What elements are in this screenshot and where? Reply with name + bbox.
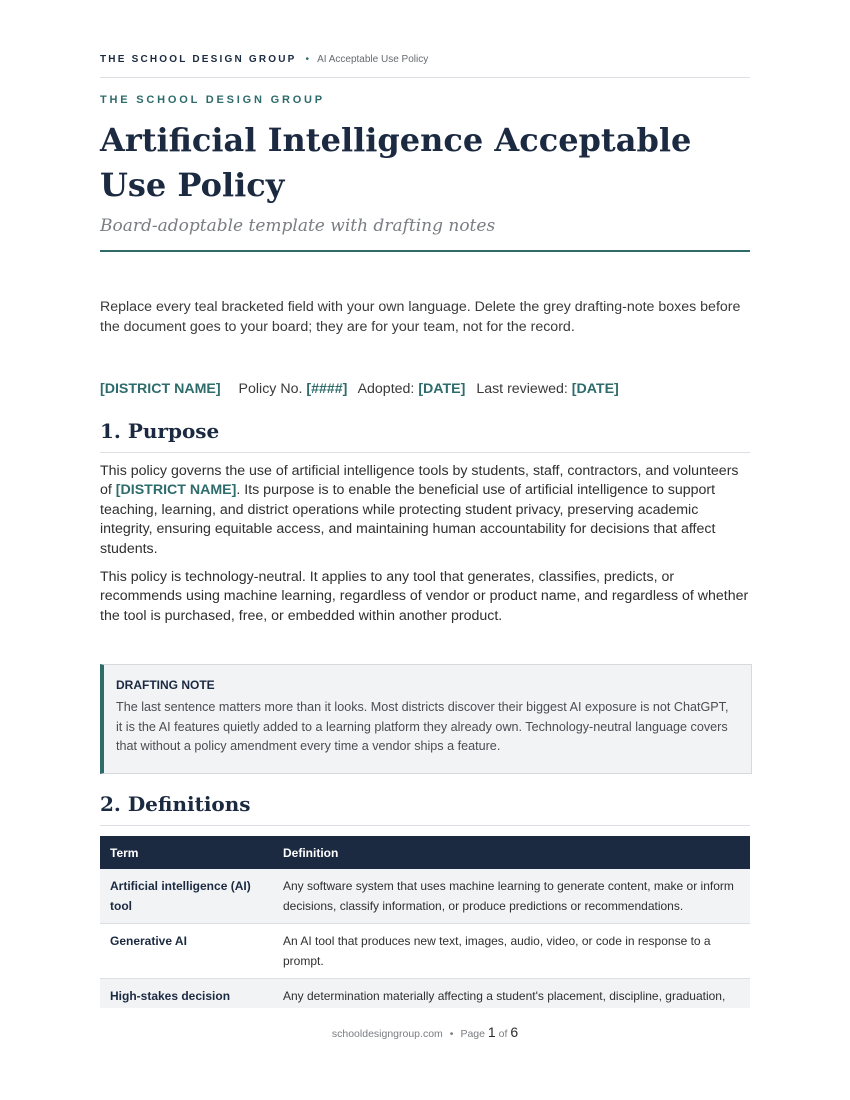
footer-site: schooldesigngroup.com	[331, 1028, 443, 1040]
intro-instructions: Replace every teal bracketed field with your own language. Delete the grey drafting-note boxes before the document goes to your board; they are for your team, not for the record.	[100, 299, 741, 335]
table-row	[100, 924, 750, 979]
purpose-paragraph-2: This policy is technology-neutral. It applies to any tool that generates, classifies, predicts, or recommends using machine learning, regardless of vendor or product name, and regardless of whether the tool is purchased, free, or embedded within another product.	[100, 569, 749, 624]
footer-total-pages: 6	[510, 1024, 519, 1040]
footer-of-label: of	[498, 1028, 508, 1040]
purpose-heading: 1. Purpose	[100, 419, 750, 453]
definitions-table	[100, 836, 750, 1008]
drafting-note-title: DRAFTING NOTE	[116, 678, 215, 692]
definitions-heading: 2. Definitions	[100, 792, 750, 826]
column-header-term: Term	[100, 836, 273, 869]
table-row	[100, 979, 750, 1009]
purpose-p1-text-before: This policy governs the use of artificial intelligence tools by students, staff, contractors, and volunteers of	[100, 463, 739, 499]
document-title: Artificial Intelligence Acceptable Use Policy	[100, 121, 692, 204]
reviewed-date-field: [DATE]	[571, 381, 619, 397]
term-cell: Artificial intelligence (AI) tool	[100, 869, 273, 924]
purpose-p1-text-after: . Its purpose is to enable the beneficial use of artificial intelligence to support teaching, learning, and district operations while protecting student privacy, preserving academic integrity, ensuring equitable access, and maintaining human accountability for decisions that affect students.	[100, 482, 716, 557]
document-subtitle: Board-adoptable template with drafting notes	[100, 216, 496, 236]
title-eyebrow: THE SCHOOL DESIGN GROUP	[100, 94, 325, 106]
table-header-row	[100, 836, 750, 869]
definition-cell: Any software system that uses machine learning to generate content, make or inform decisions, classify information, or produce predictions or recommendations.	[273, 869, 750, 924]
header-bullet: •	[305, 54, 310, 65]
page-footer	[0, 1024, 850, 1040]
term-cell: Generative AI	[100, 924, 273, 979]
reviewed-label: Last reviewed:	[476, 381, 568, 397]
footer-bullet: •	[449, 1028, 454, 1040]
definition-cell: An AI tool that produces new text, images, audio, video, or code in response to a prompt.	[273, 924, 750, 979]
term-cell: High-stakes decision	[100, 979, 273, 1009]
footer-page-label: Page	[460, 1028, 485, 1040]
header-document-name: AI Acceptable Use Policy	[317, 54, 429, 65]
footer-page-number: 1	[487, 1024, 496, 1040]
adopted-label: Adopted:	[357, 381, 415, 397]
purpose-district-name-field: [DISTRICT NAME]	[115, 482, 237, 499]
policy-number-label: Policy No.	[238, 381, 303, 397]
header-org-name: THE SCHOOL DESIGN GROUP	[100, 54, 297, 65]
column-header-definition: Definition	[273, 836, 750, 869]
policy-number-field: [####]	[306, 381, 348, 397]
adopted-date-field: [DATE]	[418, 381, 466, 397]
district-name-field: [DISTRICT NAME]	[100, 381, 221, 397]
drafting-note-body: The last sentence matters more than it looks. Most districts discover their biggest AI exposure is not ChatGPT, it is the AI features quietly added to a learning platform they already own. Technology-neutral language covers that without a policy amendment every time a vendor ships a feature.	[116, 700, 729, 753]
table-row	[100, 869, 750, 924]
definition-cell: Any determination materially affecting a student's placement, discipline, graduation,	[273, 979, 750, 1009]
